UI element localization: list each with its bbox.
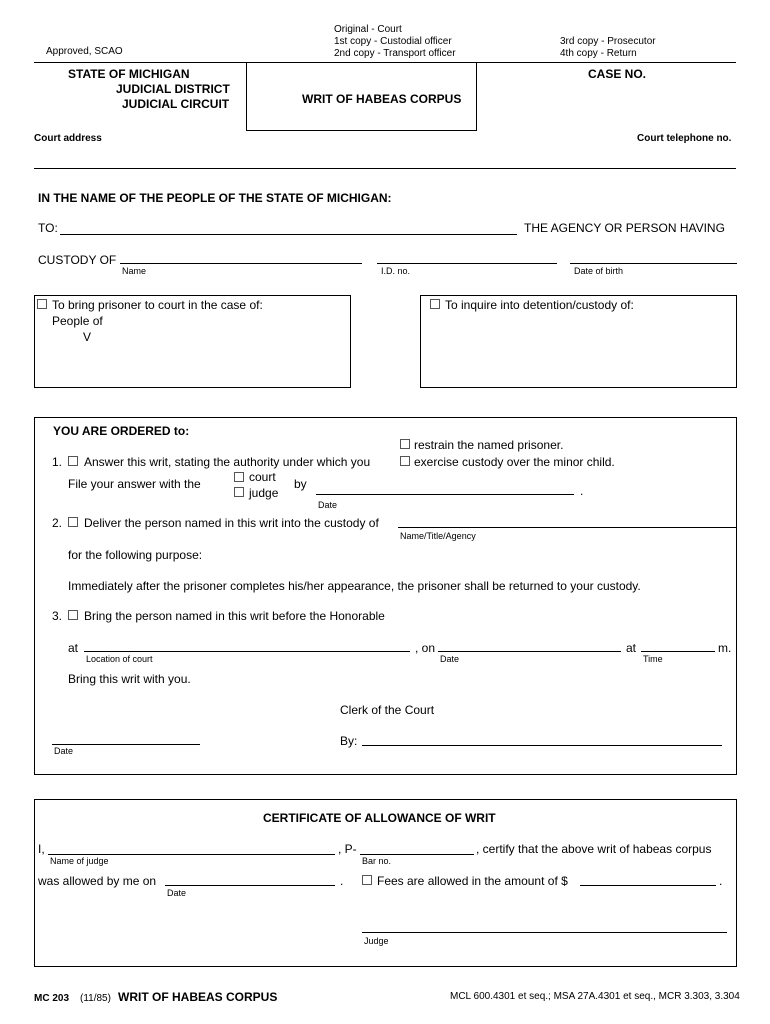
bring-prisoner-label: To bring prisoner to court in the case of: [52, 298, 263, 312]
judicial-circuit: JUDICIAL CIRCUIT [122, 97, 230, 111]
copy-third: 3rd copy - Prosecutor [560, 36, 656, 47]
judge-sublabel: Judge [364, 936, 389, 946]
answer-period: . [580, 484, 584, 498]
restrain-label: restrain the named prisoner. [414, 438, 564, 452]
state-of-michigan: STATE OF MICHIGAN [68, 67, 190, 81]
people-of-label: People of [52, 314, 103, 328]
statute-citation: MCL 600.4301 et seq.; MSA 27A.4301 et seq., MCR 3.303, 3.304 [450, 991, 740, 1002]
appearance-date-field[interactable] [438, 651, 621, 652]
copy-fourth: 4th copy - Return [560, 48, 637, 59]
return-statement: Immediately after the prisoner completes his/her appearance, the prisoner shall be returned to your custody. [68, 579, 641, 593]
judge-checkbox[interactable] [234, 487, 244, 497]
copy-original: Original - Court [334, 24, 402, 35]
agency-label: THE AGENCY OR PERSON HAVING [524, 221, 725, 235]
judicial-district: JUDICIAL DISTRICT [116, 82, 230, 96]
p-label: , P- [338, 842, 357, 856]
header-title-bottom [246, 130, 477, 131]
copy-second: 2nd copy - Transport officer [334, 48, 456, 59]
court-phone-label: Court telephone no. [637, 133, 732, 144]
exercise-custody-label: exercise custody over the minor child. [414, 455, 615, 469]
custody-name-field[interactable] [120, 263, 362, 264]
at-time-label: at [626, 641, 637, 655]
i-label: I, [38, 842, 45, 856]
answer-label: Answer this writ, stating the authority under which you [84, 455, 371, 469]
name-sublabel: Name [122, 266, 147, 276]
custody-id-field[interactable] [377, 263, 557, 264]
versus-label: V [83, 330, 92, 344]
deliver-label: Deliver the person named in this writ into the custody of [84, 516, 379, 530]
time-sublabel: Time [643, 654, 663, 664]
court-address-label: Court address [34, 133, 102, 144]
to-label: TO: [38, 221, 58, 235]
fees-label: Fees are allowed in the amount of $ [377, 874, 568, 888]
copy-first: 1st copy - Custodial officer [334, 36, 452, 47]
clerk-signature-field[interactable] [362, 745, 722, 746]
at-label: at [68, 641, 79, 655]
by-clerk-label: By: [340, 734, 358, 748]
bring-before-label: Bring the person named in this writ before the Honorable [84, 609, 385, 623]
bar-no-field[interactable] [360, 854, 474, 855]
clerk-label: Clerk of the Court [340, 703, 435, 717]
answer-date-field[interactable] [316, 494, 574, 495]
fees-amount-field[interactable] [580, 885, 716, 886]
deliver-to-field[interactable] [398, 527, 736, 528]
allowed-period: . [340, 874, 344, 888]
id-sublabel: I.D. no. [381, 266, 411, 276]
by-label: by [294, 477, 307, 491]
on-label: , on [415, 641, 436, 655]
footer-title: WRIT OF HABEAS CORPUS [118, 990, 278, 1004]
case-no-label: CASE NO. [588, 67, 647, 81]
issue-date-sublabel: Date [54, 746, 74, 756]
purpose-label: for the following purpose: [68, 548, 203, 562]
answer-date-sublabel: Date [318, 500, 338, 510]
exercise-custody-checkbox[interactable] [400, 456, 410, 466]
allowed-date-sublabel: Date [167, 888, 187, 898]
item3-number: 3. [52, 609, 63, 623]
custody-dob-field[interactable] [570, 263, 737, 264]
form-date: (11/85) [80, 993, 111, 1004]
item2-number: 2. [52, 516, 63, 530]
bring-prisoner-checkbox[interactable] [37, 299, 47, 309]
header-top-rule [34, 62, 736, 63]
orders-box [34, 417, 737, 775]
bar-no-sublabel: Bar no. [362, 856, 392, 866]
allowed-date-field[interactable] [165, 885, 335, 886]
bring-writ-label: Bring this writ with you. [68, 672, 191, 686]
judge-name-field[interactable] [48, 854, 335, 855]
item1-number: 1. [52, 455, 63, 469]
header-divider-right [476, 63, 477, 131]
page-title: WRIT OF HABEAS CORPUS [302, 92, 462, 106]
certificate-heading: CERTIFICATE OF ALLOWANCE OF WRIT [263, 811, 496, 825]
am-pm-label: m. [718, 641, 732, 655]
fees-checkbox[interactable] [362, 875, 372, 885]
custody-of-label: CUSTODY OF [38, 253, 117, 267]
approved-scao: Approved, SCAO [46, 46, 123, 57]
fees-period: . [719, 874, 723, 888]
header-divider-left [246, 63, 247, 131]
in-the-name-heading: IN THE NAME OF THE PEOPLE OF THE STATE OF MICHIGAN: [38, 191, 392, 205]
court-address-rule [34, 168, 736, 169]
ordered-heading: YOU ARE ORDERED to: [53, 424, 190, 438]
to-field[interactable] [60, 234, 517, 235]
appearance-date-sublabel: Date [440, 654, 460, 664]
judge-option-label: judge [249, 486, 279, 500]
file-answer-label: File your answer with the [68, 477, 201, 491]
judge-signature-field[interactable] [362, 932, 727, 933]
inquire-checkbox[interactable] [430, 299, 440, 309]
deliver-checkbox[interactable] [68, 517, 78, 527]
time-field[interactable] [641, 651, 715, 652]
court-option-label: court [249, 470, 276, 484]
location-field[interactable] [84, 651, 410, 652]
court-checkbox[interactable] [234, 472, 244, 482]
location-sublabel: Location of court [86, 654, 153, 664]
issue-date-field[interactable] [52, 744, 200, 745]
restrain-checkbox[interactable] [400, 439, 410, 449]
answer-checkbox[interactable] [68, 456, 78, 466]
name-of-judge-sublabel: Name of judge [50, 856, 109, 866]
dob-sublabel: Date of birth [574, 266, 624, 276]
allowed-label: was allowed by me on [38, 874, 157, 888]
name-title-agency-sublabel: Name/Title/Agency [400, 531, 476, 541]
bring-before-checkbox[interactable] [68, 610, 78, 620]
form-number: MC 203 [34, 993, 70, 1004]
inquire-label: To inquire into detention/custody of: [445, 298, 634, 312]
certify-label: , certify that the above writ of habeas corpus [476, 842, 712, 856]
